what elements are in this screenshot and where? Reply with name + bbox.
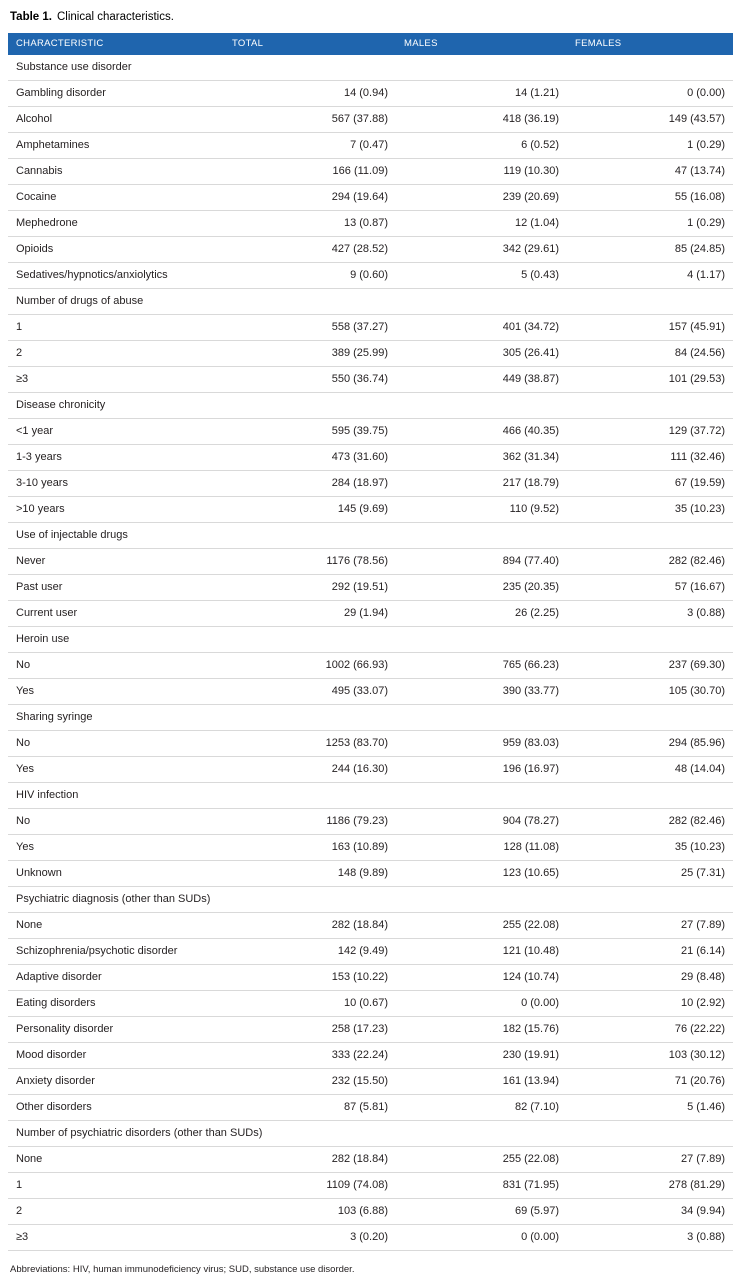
table-row bbox=[8, 809, 733, 835]
column-header-total: TOTAL bbox=[224, 33, 396, 55]
row-label: Mood disorder bbox=[8, 1043, 224, 1069]
row-value-total: 29 (1.94) bbox=[224, 601, 396, 627]
row-value-females: 282 (82.46) bbox=[567, 809, 733, 835]
table-row bbox=[8, 731, 733, 757]
row-value-females: 25 (7.31) bbox=[567, 861, 733, 887]
table-row bbox=[8, 575, 733, 601]
row-value-males: 904 (78.27) bbox=[396, 809, 567, 835]
section-row bbox=[8, 887, 733, 913]
row-value-total: 1186 (79.23) bbox=[224, 809, 396, 835]
row-value-females: 84 (24.56) bbox=[567, 341, 733, 367]
row-label: Gambling disorder bbox=[8, 81, 224, 107]
row-value-females: 294 (85.96) bbox=[567, 731, 733, 757]
row-value-males: 26 (2.25) bbox=[396, 601, 567, 627]
row-value-total: 284 (18.97) bbox=[224, 471, 396, 497]
row-label: None bbox=[8, 1147, 224, 1173]
row-value-total: 148 (9.89) bbox=[224, 861, 396, 887]
row-value-males: 390 (33.77) bbox=[396, 679, 567, 705]
table-row bbox=[8, 913, 733, 939]
table-row bbox=[8, 341, 733, 367]
table-row bbox=[8, 965, 733, 991]
row-value-males: 449 (38.87) bbox=[396, 367, 567, 393]
row-label: Never bbox=[8, 549, 224, 575]
row-value-females: 85 (24.85) bbox=[567, 237, 733, 263]
row-value-males: 12 (1.04) bbox=[396, 211, 567, 237]
row-value-females: 47 (13.74) bbox=[567, 159, 733, 185]
row-value-males: 235 (20.35) bbox=[396, 575, 567, 601]
column-header-males: MALES bbox=[396, 33, 567, 55]
column-header-females: FEMALES bbox=[567, 33, 733, 55]
row-label: <1 year bbox=[8, 419, 224, 445]
row-value-total: 9 (0.60) bbox=[224, 263, 396, 289]
row-label: 1 bbox=[8, 315, 224, 341]
row-value-females: 278 (81.29) bbox=[567, 1173, 733, 1199]
row-value-males: 0 (0.00) bbox=[396, 1225, 567, 1251]
row-value-males: 196 (16.97) bbox=[396, 757, 567, 783]
row-value-total: 294 (19.64) bbox=[224, 185, 396, 211]
section-header-label: Use of injectable drugs bbox=[8, 523, 733, 549]
row-value-males: 401 (34.72) bbox=[396, 315, 567, 341]
row-value-females: 35 (10.23) bbox=[567, 835, 733, 861]
table-row bbox=[8, 1017, 733, 1043]
row-value-males: 69 (5.97) bbox=[396, 1199, 567, 1225]
section-row bbox=[8, 627, 733, 653]
section-row bbox=[8, 55, 733, 81]
row-value-females: 57 (16.67) bbox=[567, 575, 733, 601]
row-value-total: 153 (10.22) bbox=[224, 965, 396, 991]
table-row bbox=[8, 107, 733, 133]
row-value-total: 10 (0.67) bbox=[224, 991, 396, 1017]
table-caption bbox=[8, 8, 733, 33]
row-label: Eating disorders bbox=[8, 991, 224, 1017]
table-row bbox=[8, 1199, 733, 1225]
row-label: Cocaine bbox=[8, 185, 224, 211]
row-value-males: 362 (31.34) bbox=[396, 445, 567, 471]
row-value-males: 0 (0.00) bbox=[396, 991, 567, 1017]
row-value-males: 305 (26.41) bbox=[396, 341, 567, 367]
row-label: Adaptive disorder bbox=[8, 965, 224, 991]
row-value-total: 595 (39.75) bbox=[224, 419, 396, 445]
row-label: None bbox=[8, 913, 224, 939]
header-row bbox=[8, 33, 733, 55]
row-value-total: 14 (0.94) bbox=[224, 81, 396, 107]
row-value-total: 103 (6.88) bbox=[224, 1199, 396, 1225]
row-value-total: 389 (25.99) bbox=[224, 341, 396, 367]
table-row bbox=[8, 601, 733, 627]
row-value-males: 119 (10.30) bbox=[396, 159, 567, 185]
row-value-total: 1176 (78.56) bbox=[224, 549, 396, 575]
row-value-total: 87 (5.81) bbox=[224, 1095, 396, 1121]
table-row bbox=[8, 653, 733, 679]
table-row bbox=[8, 1095, 733, 1121]
table-row bbox=[8, 861, 733, 887]
table-row bbox=[8, 1043, 733, 1069]
clinical-characteristics-table bbox=[8, 33, 733, 1251]
row-label: Mephedrone bbox=[8, 211, 224, 237]
row-value-males: 123 (10.65) bbox=[396, 861, 567, 887]
row-label: Alcohol bbox=[8, 107, 224, 133]
row-value-males: 894 (77.40) bbox=[396, 549, 567, 575]
row-label: No bbox=[8, 731, 224, 757]
row-value-males: 230 (19.91) bbox=[396, 1043, 567, 1069]
row-value-females: 3 (0.88) bbox=[567, 601, 733, 627]
section-row bbox=[8, 523, 733, 549]
row-value-females: 55 (16.08) bbox=[567, 185, 733, 211]
row-value-total: 282 (18.84) bbox=[224, 1147, 396, 1173]
row-value-total: 142 (9.49) bbox=[224, 939, 396, 965]
row-value-females: 48 (14.04) bbox=[567, 757, 733, 783]
row-value-females: 149 (43.57) bbox=[567, 107, 733, 133]
row-value-females: 34 (9.94) bbox=[567, 1199, 733, 1225]
row-value-total: 333 (22.24) bbox=[224, 1043, 396, 1069]
section-header-label: Substance use disorder bbox=[8, 55, 733, 81]
abbreviations-footnote: Abbreviations: HIV, human immunodeficiency virus; SUD, substance use disorder. bbox=[10, 1264, 355, 1275]
row-label: Personality disorder bbox=[8, 1017, 224, 1043]
row-value-females: 4 (1.17) bbox=[567, 263, 733, 289]
row-value-males: 6 (0.52) bbox=[396, 133, 567, 159]
section-row bbox=[8, 783, 733, 809]
row-label: Yes bbox=[8, 835, 224, 861]
row-value-males: 831 (71.95) bbox=[396, 1173, 567, 1199]
section-row bbox=[8, 705, 733, 731]
section-row bbox=[8, 289, 733, 315]
row-value-females: 105 (30.70) bbox=[567, 679, 733, 705]
row-label: Sedatives/hypnotics/anxiolytics bbox=[8, 263, 224, 289]
row-value-total: 163 (10.89) bbox=[224, 835, 396, 861]
row-value-males: 161 (13.94) bbox=[396, 1069, 567, 1095]
row-value-total: 166 (11.09) bbox=[224, 159, 396, 185]
row-value-males: 182 (15.76) bbox=[396, 1017, 567, 1043]
row-value-total: 1109 (74.08) bbox=[224, 1173, 396, 1199]
row-value-total: 567 (37.88) bbox=[224, 107, 396, 133]
row-value-females: 0 (0.00) bbox=[567, 81, 733, 107]
row-value-females: 27 (7.89) bbox=[567, 1147, 733, 1173]
section-row bbox=[8, 393, 733, 419]
table-header bbox=[8, 33, 733, 55]
row-value-males: 128 (11.08) bbox=[396, 835, 567, 861]
section-header-label: Number of drugs of abuse bbox=[8, 289, 733, 315]
table-row bbox=[8, 991, 733, 1017]
table-row bbox=[8, 237, 733, 263]
table-row bbox=[8, 133, 733, 159]
row-value-total: 282 (18.84) bbox=[224, 913, 396, 939]
row-value-females: 71 (20.76) bbox=[567, 1069, 733, 1095]
row-label: Anxiety disorder bbox=[8, 1069, 224, 1095]
table-body bbox=[8, 55, 733, 1251]
row-value-males: 239 (20.69) bbox=[396, 185, 567, 211]
row-value-total: 13 (0.87) bbox=[224, 211, 396, 237]
section-header-label: Sharing syringe bbox=[8, 705, 733, 731]
row-value-males: 82 (7.10) bbox=[396, 1095, 567, 1121]
row-value-females: 10 (2.92) bbox=[567, 991, 733, 1017]
row-value-males: 342 (29.61) bbox=[396, 237, 567, 263]
table-row bbox=[8, 1069, 733, 1095]
table-row bbox=[8, 549, 733, 575]
row-value-total: 7 (0.47) bbox=[224, 133, 396, 159]
row-value-males: 255 (22.08) bbox=[396, 913, 567, 939]
row-value-total: 232 (15.50) bbox=[224, 1069, 396, 1095]
row-value-females: 157 (45.91) bbox=[567, 315, 733, 341]
row-label: Past user bbox=[8, 575, 224, 601]
row-value-males: 124 (10.74) bbox=[396, 965, 567, 991]
row-value-females: 101 (29.53) bbox=[567, 367, 733, 393]
row-value-females: 111 (32.46) bbox=[567, 445, 733, 471]
row-label: No bbox=[8, 809, 224, 835]
table-row bbox=[8, 1173, 733, 1199]
row-value-males: 110 (9.52) bbox=[396, 497, 567, 523]
row-value-males: 765 (66.23) bbox=[396, 653, 567, 679]
row-value-females: 237 (69.30) bbox=[567, 653, 733, 679]
row-value-total: 473 (31.60) bbox=[224, 445, 396, 471]
row-value-females: 29 (8.48) bbox=[567, 965, 733, 991]
row-label: Schizophrenia/psychotic disorder bbox=[8, 939, 224, 965]
row-value-males: 959 (83.03) bbox=[396, 731, 567, 757]
table-row bbox=[8, 1147, 733, 1173]
row-value-females: 1 (0.29) bbox=[567, 211, 733, 237]
row-label: 2 bbox=[8, 341, 224, 367]
row-value-total: 1002 (66.93) bbox=[224, 653, 396, 679]
row-label: Cannabis bbox=[8, 159, 224, 185]
row-value-females: 5 (1.46) bbox=[567, 1095, 733, 1121]
row-value-total: 258 (17.23) bbox=[224, 1017, 396, 1043]
row-label: Other disorders bbox=[8, 1095, 224, 1121]
row-value-total: 427 (28.52) bbox=[224, 237, 396, 263]
row-value-females: 76 (22.22) bbox=[567, 1017, 733, 1043]
section-header-label: HIV infection bbox=[8, 783, 733, 809]
table-row bbox=[8, 315, 733, 341]
section-row bbox=[8, 1121, 733, 1147]
row-value-males: 14 (1.21) bbox=[396, 81, 567, 107]
row-label: 2 bbox=[8, 1199, 224, 1225]
row-label: No bbox=[8, 653, 224, 679]
row-value-total: 3 (0.20) bbox=[224, 1225, 396, 1251]
row-label: Opioids bbox=[8, 237, 224, 263]
row-value-total: 145 (9.69) bbox=[224, 497, 396, 523]
row-value-females: 27 (7.89) bbox=[567, 913, 733, 939]
row-value-males: 418 (36.19) bbox=[396, 107, 567, 133]
row-value-total: 244 (16.30) bbox=[224, 757, 396, 783]
table-row bbox=[8, 497, 733, 523]
row-label: ≥3 bbox=[8, 367, 224, 393]
table-row bbox=[8, 1225, 733, 1251]
table-row bbox=[8, 81, 733, 107]
row-value-total: 292 (19.51) bbox=[224, 575, 396, 601]
row-value-total: 558 (37.27) bbox=[224, 315, 396, 341]
row-label: Amphetamines bbox=[8, 133, 224, 159]
table-row bbox=[8, 445, 733, 471]
table-row bbox=[8, 835, 733, 861]
table-title: Clinical characteristics. bbox=[56, 11, 174, 23]
table-row bbox=[8, 263, 733, 289]
table-row bbox=[8, 757, 733, 783]
row-value-females: 103 (30.12) bbox=[567, 1043, 733, 1069]
row-label: 1-3 years bbox=[8, 445, 224, 471]
table-row bbox=[8, 185, 733, 211]
row-value-females: 21 (6.14) bbox=[567, 939, 733, 965]
row-label: >10 years bbox=[8, 497, 224, 523]
section-header-label: Disease chronicity bbox=[8, 393, 733, 419]
row-value-females: 67 (19.59) bbox=[567, 471, 733, 497]
section-header-label: Psychiatric diagnosis (other than SUDs) bbox=[8, 887, 733, 913]
row-value-total: 550 (36.74) bbox=[224, 367, 396, 393]
row-label: Current user bbox=[8, 601, 224, 627]
table-row bbox=[8, 679, 733, 705]
row-value-males: 255 (22.08) bbox=[396, 1147, 567, 1173]
table-row bbox=[8, 159, 733, 185]
row-value-total: 495 (33.07) bbox=[224, 679, 396, 705]
row-value-females: 35 (10.23) bbox=[567, 497, 733, 523]
table-row bbox=[8, 419, 733, 445]
row-value-males: 121 (10.48) bbox=[396, 939, 567, 965]
row-value-females: 1 (0.29) bbox=[567, 133, 733, 159]
table-row bbox=[8, 211, 733, 237]
row-label: Unknown bbox=[8, 861, 224, 887]
row-label: 3-10 years bbox=[8, 471, 224, 497]
row-value-females: 3 (0.88) bbox=[567, 1225, 733, 1251]
row-label: ≥3 bbox=[8, 1225, 224, 1251]
section-header-label: Heroin use bbox=[8, 627, 733, 653]
column-header-characteristic: CHARACTERISTIC bbox=[8, 33, 224, 55]
table-row bbox=[8, 367, 733, 393]
table-number-label: Table 1. bbox=[10, 11, 52, 23]
row-value-females: 129 (37.72) bbox=[567, 419, 733, 445]
table-row bbox=[8, 471, 733, 497]
section-header-label: Number of psychiatric disorders (other than SUDs) bbox=[8, 1121, 733, 1147]
row-label: Yes bbox=[8, 757, 224, 783]
row-value-females: 282 (82.46) bbox=[567, 549, 733, 575]
row-value-males: 466 (40.35) bbox=[396, 419, 567, 445]
row-value-total: 1253 (83.70) bbox=[224, 731, 396, 757]
row-label: 1 bbox=[8, 1173, 224, 1199]
row-label: Yes bbox=[8, 679, 224, 705]
row-value-males: 217 (18.79) bbox=[396, 471, 567, 497]
row-value-males: 5 (0.43) bbox=[396, 263, 567, 289]
table-row bbox=[8, 939, 733, 965]
